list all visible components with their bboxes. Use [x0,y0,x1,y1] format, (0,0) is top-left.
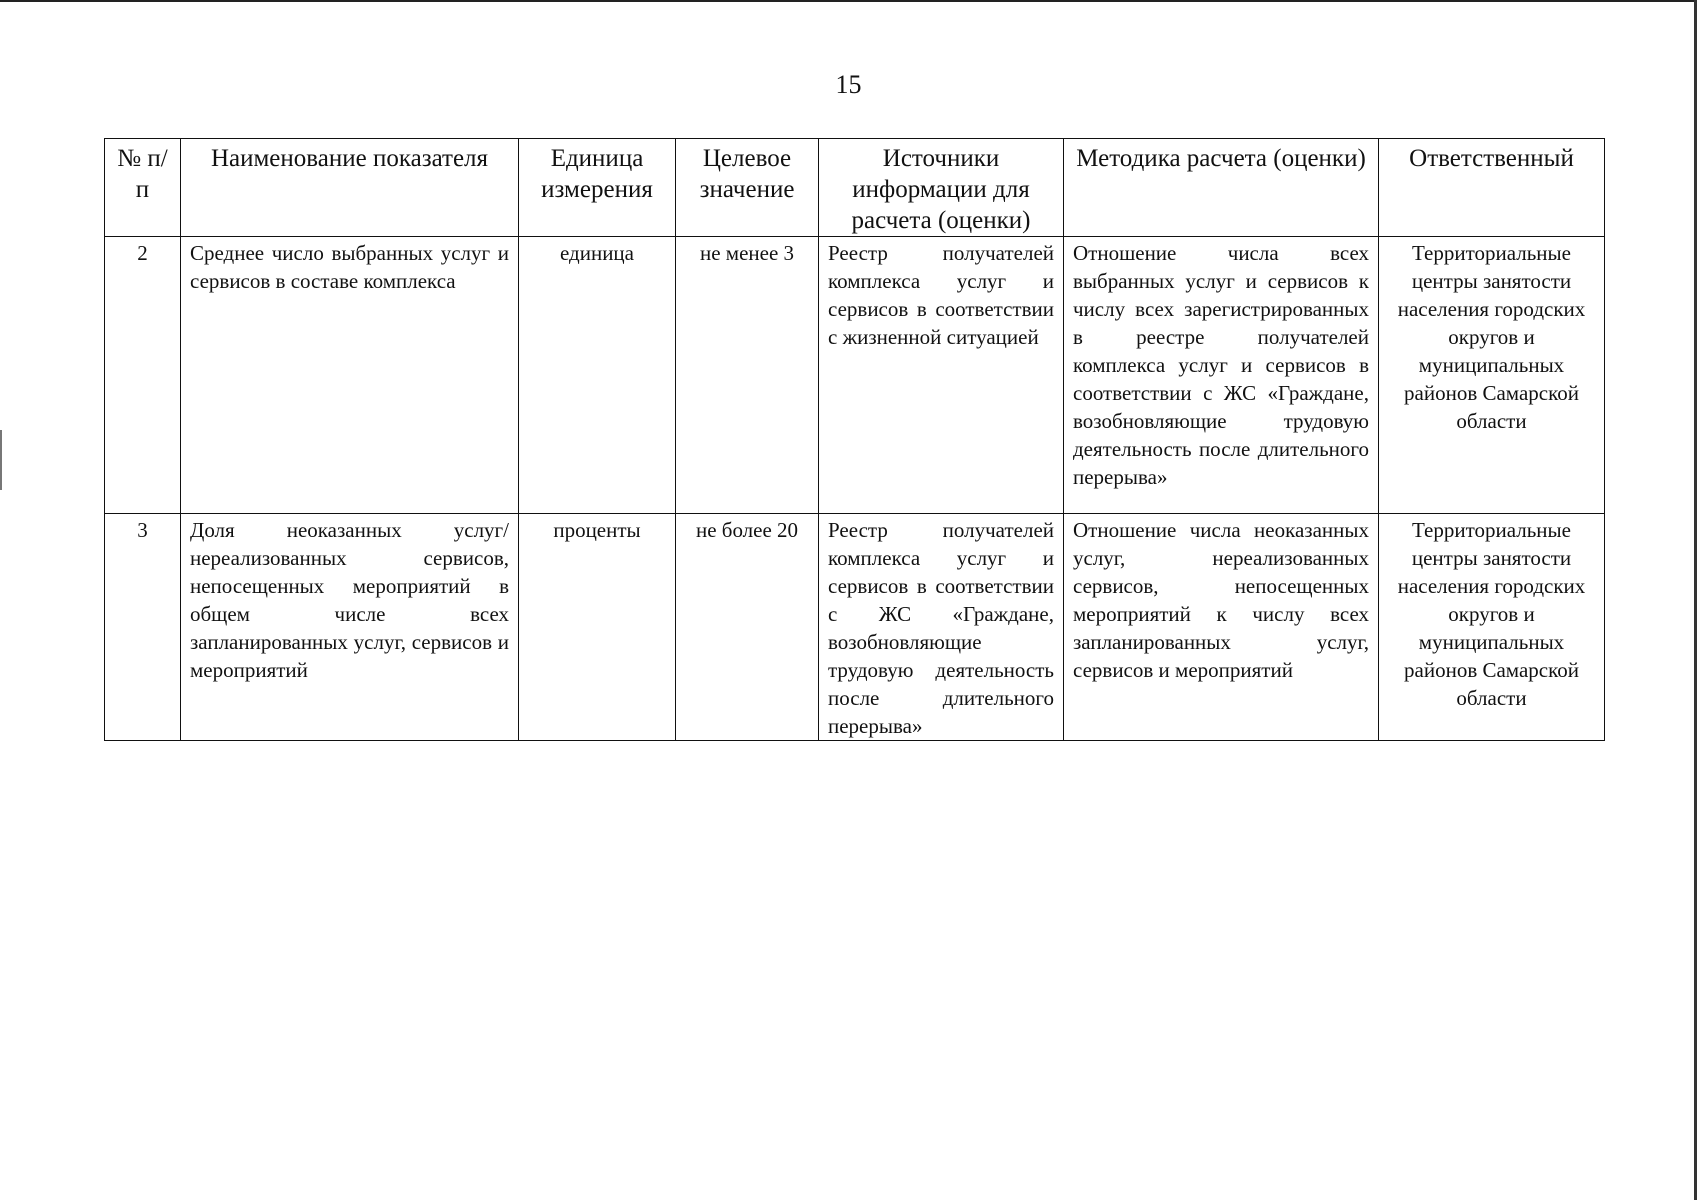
cell-unit: проценты [519,514,676,741]
cell-method: Отношение числа всех выбранных услуг и сервисов к числу всех зарегистрированных в реестре получателей комплекса услуг и сервисов в соответствии с ЖС «Граждане, возобновляющие трудовую деятельность после длительного перерыва» [1064,237,1379,514]
cell-responsible: Территориальные центры занятости населения городских округов и муниципальных районов Самарской области [1379,514,1605,741]
cell-indicator-name: Доля неоказанных услуг/ нереализованных сервисов, непосещенных мероприятий в общем числе всех запланированных услуг, сервисов и мероприятий [181,514,519,741]
cell-number: 3 [105,514,181,741]
table-row [105,514,1605,741]
cell-target: не более 20 [676,514,819,741]
indicators-table [104,138,1605,741]
scan-edge-left [0,430,2,490]
header-target: Целевое значение [676,139,819,237]
cell-responsible: Территориальные центры занятости населения городских округов и муниципальных районов Самарской области [1379,237,1605,514]
cell-indicator-name: Среднее число выбранных услуг и сервисов в составе комплекса [181,237,519,514]
header-responsible: Ответственный [1379,139,1605,237]
header-sources: Источники информации для расчета (оценки) [819,139,1064,237]
page-number: 15 [835,70,862,99]
header-indicator-name: Наименование показателя [181,139,519,237]
cell-method: Отношение числа неоказанных услуг, нереализованных сервисов, непосещенных мероприятий к числу всех запланированных услуг, сервисов и мероприятий [1064,514,1379,741]
table-header-row [105,139,1605,237]
header-unit: Единица измерения [519,139,676,237]
header-number: № п/п [105,139,181,237]
cell-unit: единица [519,237,676,514]
scan-edge-top [0,0,1697,2]
cell-target: не менее 3 [676,237,819,514]
header-method: Методика расчета (оценки) [1064,139,1379,237]
cell-number: 2 [105,237,181,514]
table-row [105,237,1605,514]
cell-source: Реестр получателей комплекса услуг и сервисов в соответствии с жизненной ситуацией [819,237,1064,514]
cell-source: Реестр получателей комплекса услуг и сервисов в соответствии с ЖС «Граждане, возобновляющие трудовую деятельность после длительного перерыва» [819,514,1064,741]
